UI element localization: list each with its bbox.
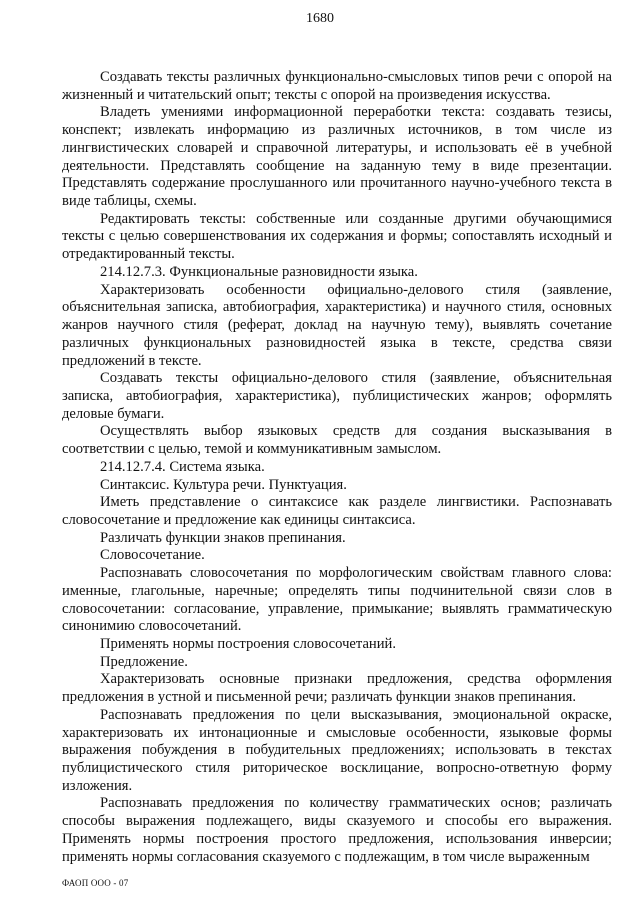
paragraph-grammatical-bases: Распознавать предложения по количеству грамматических основ; различать способы выражения подлежащего, виды сказуемого и способы его выражения. Применять нормы построения простого предложения, использования инверсии; применять нормы согласования сказуемого с подлежащим, в том числе выраженным (62, 795, 612, 865)
paragraph-official-texts: Создавать тексты официально-делового стиля (заявление, объяснительная записка, автобиография, характеристика), публицистических жанров; оформлять деловые бумаги. (62, 370, 612, 422)
document-body (62, 69, 612, 866)
paragraph-text-creation: Создавать тексты различных функционально-смысловых типов речи с опорой на жизненный и читательский опыт; тексты с опорой на произведения искусства. (62, 69, 612, 103)
page-number: 1680 (306, 11, 334, 26)
paragraph-sentence-purpose: Распознавать предложения по цели высказывания, эмоциональной окраске, характеризовать их интонационные и смысловые особенности, языковые формы выражения побуждения в побудительных предложениях; использовать в текстах публицистического стиля риторическое восклицание, вопросно-ответную форму изложения. (62, 706, 612, 794)
subheading-word-combination: Словосочетание. (100, 547, 205, 564)
paragraph-information-processing: Владеть умениями информационной переработки текста: создавать тезисы, конспект; извлекать информацию из различных источников, в том числе из лингвистических словарей и справочной литературы, и использовать её в учебной деятельности. Представлять сообщение на заданную тему в виде презентации. Представлять содержание прослушанного или прочитанного научно-учебного текста в виде таблицы, схемы. (62, 104, 612, 210)
paragraph-language-means: Осуществлять выбор языковых средств для создания высказывания в соответствии с целью, темой и коммуникативным замыслом. (62, 423, 612, 458)
subheading-syntax: Синтаксис. Культура речи. Пунктуация. (100, 476, 347, 493)
paragraph-word-combination-types: Распознавать словосочетания по морфологическим свойствам главного слова: именные, глагольные, наречные; определять типы подчинительной связи слов в словосочетании: согласование, управление, примыкание; выявлять грамматическую синонимию словосочетаний. (62, 565, 612, 635)
paragraph-word-combination-norms: Применять нормы построения словосочетаний. (100, 636, 397, 652)
section-heading-functional-varieties: 214.12.7.3. Функциональные разновидности языка. (100, 263, 418, 280)
subheading-sentence: Предложение. (100, 653, 188, 670)
paragraph-syntax-concept: Иметь представление о синтаксисе как разделе лингвистики. Распознавать словосочетание и предложение как единицы синтаксиса. (62, 494, 612, 528)
paragraph-text-editing: Редактировать тексты: собственные или созданные другими обучающимися тексты с целью совершенствования их содержания и формы; сопоставлять исходный и отредактированный тексты. (62, 210, 612, 263)
paragraph-punctuation-functions: Различать функции знаков препинания. (100, 529, 346, 546)
paragraph-sentence-features: Характеризовать основные признаки предложения, средства оформления предложения в устной и письменной речи; различать функции знаков препинания. (62, 671, 612, 706)
section-heading-language-system: 214.12.7.4. Система языка. (100, 458, 265, 475)
paragraph-style-characteristics: Характеризовать особенности официально-делового стиля (заявление, объяснительная записка, автобиография, характеристика) и научного стиля, основных жанров научного стиля (реферат, доклад на научную тему), выявлять сочетание различных функциональных разновидностей языка в тексте, средства связи предложений в тексте. (62, 281, 612, 369)
document-footer: ФАОП ООО - 07 (62, 878, 129, 888)
